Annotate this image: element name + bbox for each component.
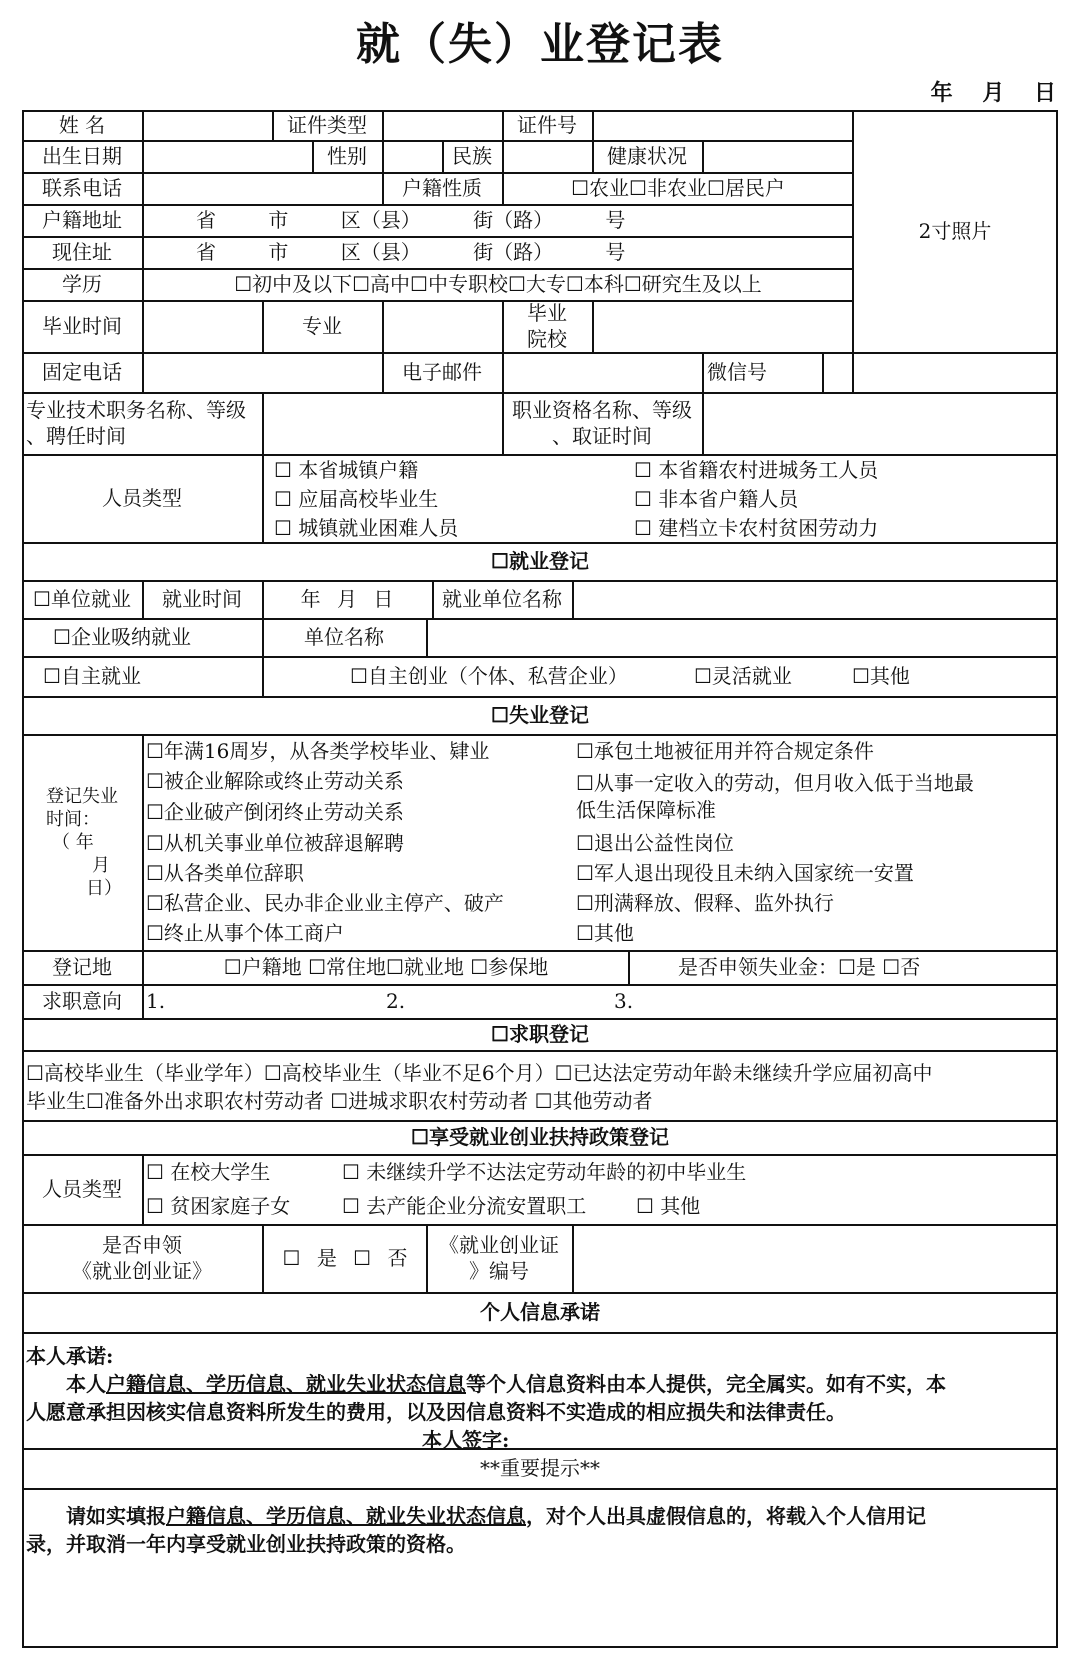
- notice-underlined: 户籍信息、学历信息、就业失业状态信息: [166, 1504, 526, 1528]
- unemployment-time-label: [22, 734, 142, 950]
- job-intent-2[interactable]: 2.: [386, 989, 406, 1013]
- form-date: 年 月 日: [930, 80, 1056, 106]
- qualification-line2: 、取证时间: [552, 424, 652, 448]
- qualification-label: [502, 392, 702, 454]
- form-title: 就（失）业登记表: [356, 19, 724, 70]
- policy-section-header[interactable]: ☐享受就业创业扶持政策登记: [411, 1125, 669, 1149]
- school-label-line2: 院校: [527, 327, 567, 351]
- unemployment-reason[interactable]: ☐私营企业、民办非企业业主停产、破产: [146, 891, 504, 915]
- person-type-label: 人员类型: [102, 486, 182, 510]
- email-label: 电子邮件: [402, 360, 482, 384]
- cert-number-line1: 《就业创业证: [439, 1233, 559, 1257]
- policy-option[interactable]: ☐ 其他: [636, 1194, 701, 1218]
- unemployment-time-line4: 月: [92, 854, 110, 876]
- job-intent-label: 求职意向: [42, 989, 122, 1013]
- job-intent-3[interactable]: 3.: [614, 989, 634, 1013]
- unemployment-reason[interactable]: ☐退出公益性岗位: [576, 831, 734, 855]
- registration-place-label: 登记地: [52, 955, 112, 979]
- unemployment-reason[interactable]: ☐从机关事业单位被辞退解聘: [146, 831, 404, 855]
- col-line: [262, 454, 264, 542]
- job-intent-1[interactable]: 1.: [146, 989, 166, 1013]
- unemployment-reason[interactable]: ☐年满16周岁，从各类学校毕业、肄业: [146, 739, 490, 763]
- unemployment-section-header[interactable]: ☐失业登记: [491, 703, 589, 727]
- name-label: 姓 名: [58, 113, 106, 137]
- apply-cert-yes-no[interactable]: ☐ 是 ☐ 否: [282, 1246, 408, 1270]
- self-business-checkbox[interactable]: ☐自主创业（个体、私营企业）: [350, 664, 628, 688]
- major-label: 专业: [302, 314, 342, 338]
- unemployment-reason[interactable]: ☐承包土地被征用并符合规定条件: [576, 739, 874, 763]
- photo-box: 2寸照片: [918, 219, 992, 243]
- enterprise-employment-checkbox[interactable]: ☐企业吸纳就业: [53, 625, 191, 649]
- employment-date-field[interactable]: 年 月 日: [300, 587, 394, 611]
- policy-person-type-label: 人员类型: [42, 1177, 122, 1201]
- person-type-option[interactable]: ☐ 建档立卡农村贫困劳动力: [634, 516, 879, 540]
- notice-line-2: 录，并取消一年内享受就业创业扶持政策的资格。: [26, 1532, 466, 1556]
- registration-form: [22, 110, 1058, 1648]
- name-field[interactable]: [144, 110, 272, 140]
- gender-field[interactable]: [384, 140, 442, 172]
- col-line: [142, 984, 144, 1018]
- graduation-time-label: 毕业时间: [42, 314, 122, 338]
- unemployment-reason[interactable]: ☐军人退出现役且未纳入国家统一安置: [576, 861, 914, 885]
- wechat-field[interactable]: [824, 352, 1056, 392]
- commitment-line-2: 人愿意承担因核实信息资料所发生的费用，以及因信息资料不实造成的相应损失和法律责任。: [26, 1400, 846, 1424]
- current-address-label: 现住址: [52, 240, 112, 264]
- email-field[interactable]: [504, 352, 702, 392]
- cert-number-line2: 》编号: [469, 1259, 529, 1283]
- apply-cert-label: [22, 1224, 262, 1292]
- col-line: [142, 734, 144, 950]
- notice-section-header: **重要提示**: [480, 1456, 600, 1480]
- health-field[interactable]: [704, 140, 852, 172]
- unemployment-reason[interactable]: ☐刑满释放、假释、监外执行: [576, 891, 834, 915]
- landline-field[interactable]: [144, 352, 382, 392]
- apply-cert-line1: 是否申领: [102, 1233, 182, 1257]
- self-employment-checkbox[interactable]: ☐自主就业: [43, 664, 141, 688]
- unemployment-reason[interactable]: ☐从事一定收入的劳动，但月收入低于当地最: [576, 771, 974, 795]
- unemployment-reason-cont: 低生活保障标准: [576, 798, 716, 822]
- unemployment-benefit-options[interactable]: 是否申领失业金：☐是 ☐否: [678, 955, 921, 979]
- education-label: 学历: [62, 272, 102, 296]
- tech-title-line1: 专业技术职务名称、等级: [26, 398, 246, 422]
- col-line: [142, 1154, 144, 1224]
- person-type-option[interactable]: ☐ 本省籍农村进城务工人员: [634, 458, 879, 482]
- hukou-type-label: 户籍性质: [402, 176, 482, 200]
- birth-date-label: 出生日期: [42, 144, 122, 168]
- ethnicity-field[interactable]: [504, 140, 592, 172]
- unit-employment-checkbox[interactable]: ☐单位就业: [33, 587, 131, 611]
- graduation-time-field[interactable]: [144, 300, 262, 352]
- school-label-line1: 毕业: [527, 301, 567, 325]
- job-seek-line-2: 毕业生☐准备外出求职农村劳动者 ☐进城求职农村劳动者 ☐其他劳动者: [26, 1089, 653, 1113]
- registration-place-options[interactable]: ☐户籍地 ☐常住地☐就业地 ☐参保地: [223, 955, 549, 979]
- ethnicity-label: 民族: [452, 144, 492, 168]
- unemployment-reason[interactable]: ☐企业破产倒闭终止劳动关系: [146, 800, 404, 824]
- employer-name-label: 就业单位名称: [442, 587, 562, 611]
- job-seek-options[interactable]: [26, 1059, 1054, 1115]
- col-line: [628, 950, 630, 984]
- unemployment-reason[interactable]: ☐被企业解除或终止劳动关系: [146, 769, 404, 793]
- policy-option[interactable]: ☐ 未继续升学不达法定劳动年龄的初中毕业生: [342, 1160, 747, 1184]
- row-line: [22, 1488, 1058, 1490]
- commitment-section-header: 个人信息承诺: [480, 1300, 600, 1324]
- person-type-option[interactable]: ☐ 城镇就业困难人员: [274, 516, 459, 540]
- flexible-employment-checkbox[interactable]: ☐灵活就业: [694, 664, 792, 688]
- wechat-label: 微信号: [707, 360, 767, 384]
- unemployment-reason[interactable]: ☐其他: [576, 921, 634, 945]
- row-line: [22, 1050, 1058, 1052]
- major-field[interactable]: [384, 300, 502, 352]
- hukou-type-options[interactable]: ☐农业☐非农业☐居民户: [571, 176, 785, 200]
- commitment-lead: 本人承诺:: [26, 1344, 114, 1368]
- id-type-label: 证件类型: [287, 113, 367, 137]
- signature-label: 本人签字:: [422, 1428, 510, 1452]
- commitment-p1-end: 等个人信息资料由本人提供，完全属实。如有不实，本: [466, 1372, 946, 1396]
- apply-cert-line2: 《就业创业证》: [72, 1259, 212, 1283]
- notice-text: [26, 1502, 1054, 1562]
- education-options[interactable]: ☐初中及以下☐高中☐中专职校☐大专☐本科☐研究生及以上: [234, 272, 762, 296]
- tech-title-field[interactable]: [264, 392, 502, 454]
- commitment-underlined: 户籍信息、学历信息、就业失业状态信息: [106, 1372, 466, 1396]
- job-seek-line-1: ☐高校毕业生（毕业学年）☐高校毕业生（毕业不足6个月）☐已达法定劳动年龄未继续升学应届初高中: [26, 1061, 933, 1085]
- commitment-p1-start: 本人: [66, 1372, 106, 1396]
- current-address-field[interactable]: 省 市 区（县） 街（路） 号: [196, 240, 626, 264]
- tech-title-line2: 、聘任时间: [26, 424, 126, 448]
- commitment-text: [26, 1342, 1054, 1452]
- employment-section-header[interactable]: ☐就业登记: [491, 549, 589, 573]
- cert-number-label: [426, 1224, 572, 1292]
- policy-option[interactable]: ☐ 在校大学生: [146, 1160, 271, 1184]
- commitment-line-1: [26, 1370, 1054, 1398]
- border-right: [1056, 110, 1058, 1648]
- unemployment-time-line1: 登记失业: [46, 785, 118, 807]
- person-type-option[interactable]: ☐ 应届高校毕业生: [274, 487, 439, 511]
- policy-option[interactable]: ☐ 去产能企业分流安置职工: [342, 1194, 587, 1218]
- id-type-field[interactable]: [384, 110, 502, 140]
- birth-date-field[interactable]: [144, 140, 312, 172]
- cert-number-field[interactable]: [574, 1224, 1056, 1292]
- person-type-option[interactable]: ☐ 非本省户籍人员: [634, 487, 799, 511]
- hukou-address-field[interactable]: 省 市 区（县） 街（路） 号: [196, 208, 626, 232]
- col-line: [262, 656, 264, 696]
- tech-title-label: [26, 392, 262, 454]
- hukou-address-label: 户籍地址: [42, 208, 122, 232]
- enterprise-name-field[interactable]: [428, 618, 1056, 656]
- unemployment-reason[interactable]: ☐从各类单位辞职: [146, 861, 304, 885]
- border-bottom: [22, 1646, 1058, 1648]
- phone-field[interactable]: [144, 172, 382, 204]
- unemployment-time-line2: 时间：: [46, 808, 100, 830]
- policy-option[interactable]: ☐ 贫困家庭子女: [146, 1194, 291, 1218]
- other-employment-checkbox[interactable]: ☐其他: [852, 664, 910, 688]
- unemployment-reason[interactable]: ☐终止从事个体工商户: [146, 921, 344, 945]
- school-label: [502, 300, 592, 352]
- qualification-line1: 职业资格名称、等级: [512, 398, 692, 422]
- notice-line-1: [26, 1502, 1054, 1530]
- person-type-option[interactable]: ☐ 本省城镇户籍: [274, 458, 419, 482]
- employment-time-label: 就业时间: [162, 587, 242, 611]
- gender-label: 性别: [327, 144, 367, 168]
- notice-p1-end: ，对个人出具虚假信息的，将载入个人信用记: [526, 1504, 926, 1528]
- job-seek-section-header[interactable]: ☐求职登记: [491, 1022, 589, 1046]
- qualification-field[interactable]: [704, 392, 1056, 454]
- health-label: 健康状况: [607, 144, 687, 168]
- enterprise-name-label: 单位名称: [304, 625, 384, 649]
- landline-label: 固定电话: [42, 360, 122, 384]
- id-number-label: 证件号: [517, 113, 577, 137]
- row-line: [22, 1332, 1058, 1334]
- employer-name-field[interactable]: [574, 580, 1056, 618]
- phone-label: 联系电话: [42, 176, 122, 200]
- unemployment-time-line5: 日）: [86, 877, 122, 899]
- id-number-field[interactable]: [594, 110, 852, 140]
- school-field[interactable]: [594, 300, 852, 352]
- unemployment-time-line3: （ 年: [52, 831, 94, 853]
- notice-p1-start: 请如实填报: [66, 1504, 166, 1528]
